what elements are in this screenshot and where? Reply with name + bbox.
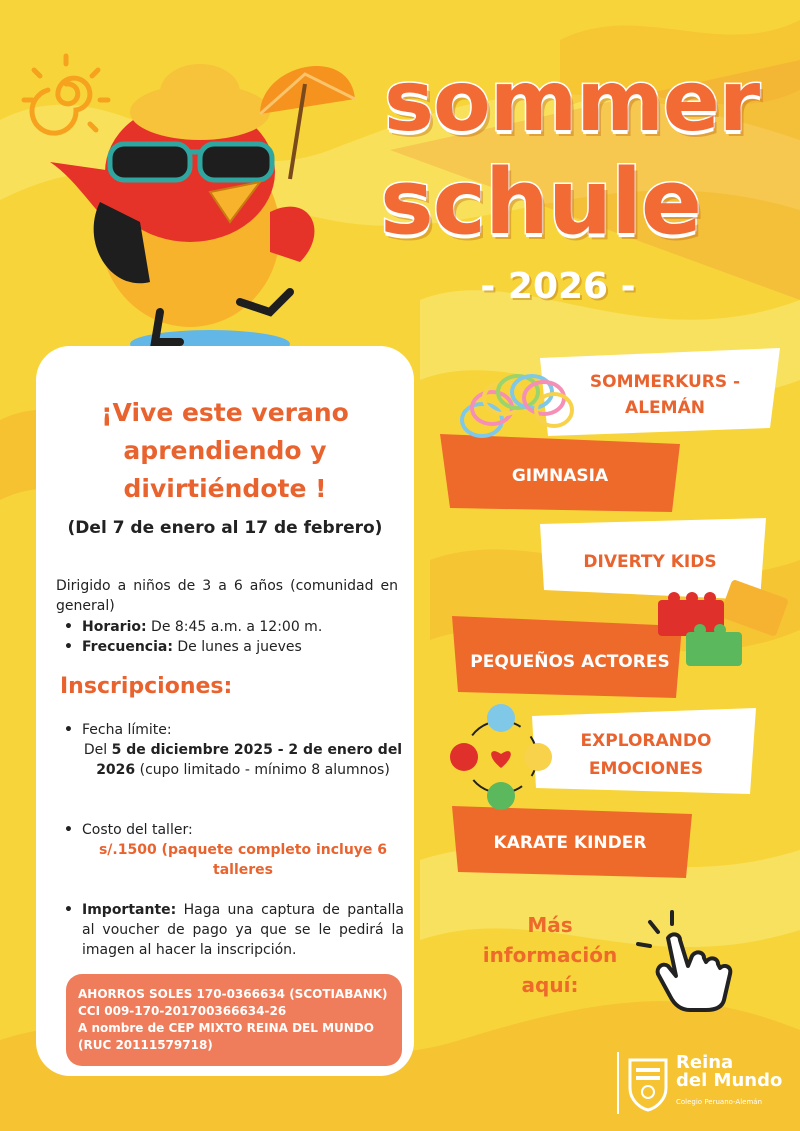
pointing-hand-icon[interactable] <box>628 904 738 1014</box>
schedule-value: De 8:45 a.m. a 12:00 m. <box>146 619 323 635</box>
headline-line: ¡Vive este verano <box>101 398 349 427</box>
bank-line: AHORROS SOLES 170-0366634 (SCOTIABANK) <box>78 987 388 1001</box>
cost-value: s/.1500 (paquete completo incluye 6 talleres <box>98 842 388 878</box>
schedule-label: Horario: <box>82 619 147 635</box>
school-crest-icon <box>616 1052 672 1114</box>
year-label: - 2026 - <box>480 266 636 307</box>
important-label: Importante: <box>82 902 177 918</box>
important-value: Haga una captura de pantalla al voucher de pago ya que se le pedirá la imagen al hacer la inscripción. <box>82 902 404 958</box>
school-name-line: del Mundo <box>676 1070 783 1091</box>
workshop-banner: SOMMERKURS - ALEMÁN <box>589 372 741 418</box>
program-dates: (Del 7 de enero al 17 de febrero) <box>67 518 383 538</box>
target-audience: Dirigido a niños de 3 a 6 años (comunidad en general) <box>56 578 398 614</box>
more-info-link[interactable] <box>470 910 630 1000</box>
school-subtitle: Colegio Peruano-Alemán <box>676 1098 763 1106</box>
school-name <box>676 1054 782 1090</box>
bullet: • <box>64 902 73 918</box>
bullet: • <box>64 722 73 738</box>
slinky-icon <box>458 360 578 444</box>
deadline-note: (cupo limitado - mínimo 8 alumnos) <box>135 762 390 778</box>
headline-line: aprendiendo y <box>123 436 327 465</box>
emotions-wheel-icon <box>446 702 556 812</box>
bank-line: (RUC 20111579718) <box>78 1038 213 1052</box>
deadline-label: Fecha límite: <box>82 722 172 738</box>
headline-line: divirtiéndote ! <box>123 474 327 503</box>
workshop-banner: KARATE KINDER <box>493 833 647 853</box>
bullet: • <box>64 822 73 838</box>
workshop-banner: GIMNASIA <box>511 466 609 486</box>
deadline-pre: Del <box>83 742 112 758</box>
workshop-banner: DIVERTY KIDS <box>583 552 717 572</box>
title-line-1: sommer <box>384 52 760 150</box>
inscriptions-title: Inscripciones: <box>60 674 233 699</box>
lego-blocks-icon <box>654 574 794 674</box>
frequency-value: De lunes a jueves <box>172 639 302 655</box>
more-info-line: aquí: <box>521 973 579 997</box>
school-name-line: Reina <box>676 1052 734 1073</box>
workshop-banner: EXPLORANDO EMOCIONES <box>580 731 712 779</box>
bank-line: CCI 009-170-201700366634-26 <box>78 1004 287 1018</box>
more-info-line: Más <box>527 913 573 937</box>
deadline-range: 5 de diciembre 2025 - 2 de enero del 2026 <box>96 742 403 778</box>
title-line-2: schule <box>380 150 701 255</box>
bank-line: A nombre de CEP MIXTO REINA DEL MUNDO <box>78 1021 374 1035</box>
cost-label: Costo del taller: <box>82 822 193 838</box>
more-info-line: información <box>482 943 618 967</box>
frequency-label: Frecuencia: <box>82 639 173 655</box>
workshop-banner: PEQUEÑOS ACTORES <box>470 652 670 672</box>
